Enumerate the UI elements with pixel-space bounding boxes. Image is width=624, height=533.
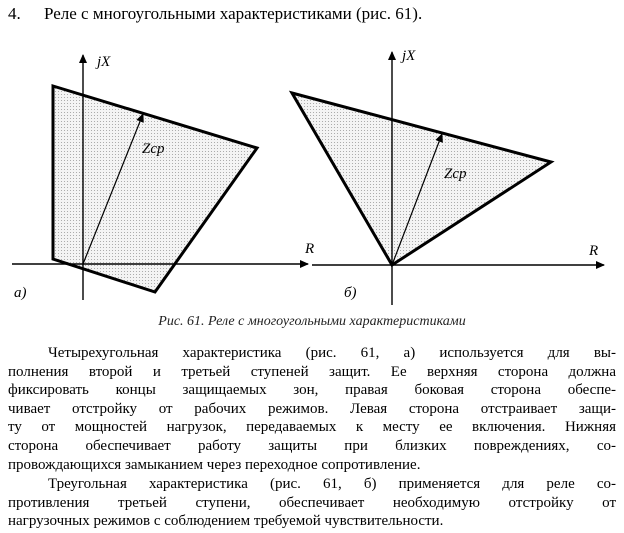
section-title: Реле с многоугольными характеристиками (рис. 61). bbox=[44, 4, 423, 23]
jx-label-a: jX bbox=[97, 54, 111, 70]
paragraph-line: полнения второй и третьей ступеней защит. Ее верхняя сторона должна bbox=[8, 363, 616, 380]
triangular-characteristic bbox=[292, 93, 551, 265]
paragraph-quadrilateral bbox=[8, 344, 616, 474]
figure-caption: Рис. 61. Реле с многоугольными характеристиками bbox=[158, 314, 466, 329]
figure-b bbox=[292, 48, 604, 305]
panel-label-b: б) bbox=[344, 285, 357, 301]
paragraph-triangular bbox=[8, 475, 616, 531]
paragraph-line: ту от мощностей нагрузок, передаваемых к месту ее включения. Нижняя bbox=[8, 419, 616, 436]
figure-a bbox=[12, 54, 314, 301]
panel-label-a: а) bbox=[14, 285, 27, 301]
paragraph-line: Треугольная характеристика (рис. 61, б) применяется для реле со- bbox=[48, 476, 616, 492]
jx-label-b: jX bbox=[402, 48, 416, 64]
paragraph-line: сторона обеспечивает работу защиты при близких повреждениях, со- bbox=[8, 437, 616, 454]
paragraph-line: нагрузочных режимов с соблюдением требуемой чувствительности. bbox=[8, 513, 444, 530]
zcp-label-a: Zср bbox=[142, 141, 165, 157]
paragraph-line: фиксировать концы защищаемых зон, правая боковая сторона обеспе- bbox=[8, 382, 616, 399]
paragraph-line: чивает отстройку от рабочих режимов. Левая сторона отстраивает защи- bbox=[8, 400, 616, 417]
r-label-a: R bbox=[305, 241, 315, 257]
zcp-label-b: Zср bbox=[444, 166, 467, 182]
paragraph-line: Четырехугольная характеристика (рис. 61, а) используется для вы- bbox=[48, 345, 616, 361]
paragraph-line: противления третьей ступени, обеспечивает необходимую отстройку от bbox=[8, 494, 616, 511]
section-number: 4. bbox=[8, 4, 21, 23]
paragraph-line: провождающихся замыканием через переходное сопротивление. bbox=[8, 456, 421, 473]
r-label-b: R bbox=[589, 243, 599, 259]
